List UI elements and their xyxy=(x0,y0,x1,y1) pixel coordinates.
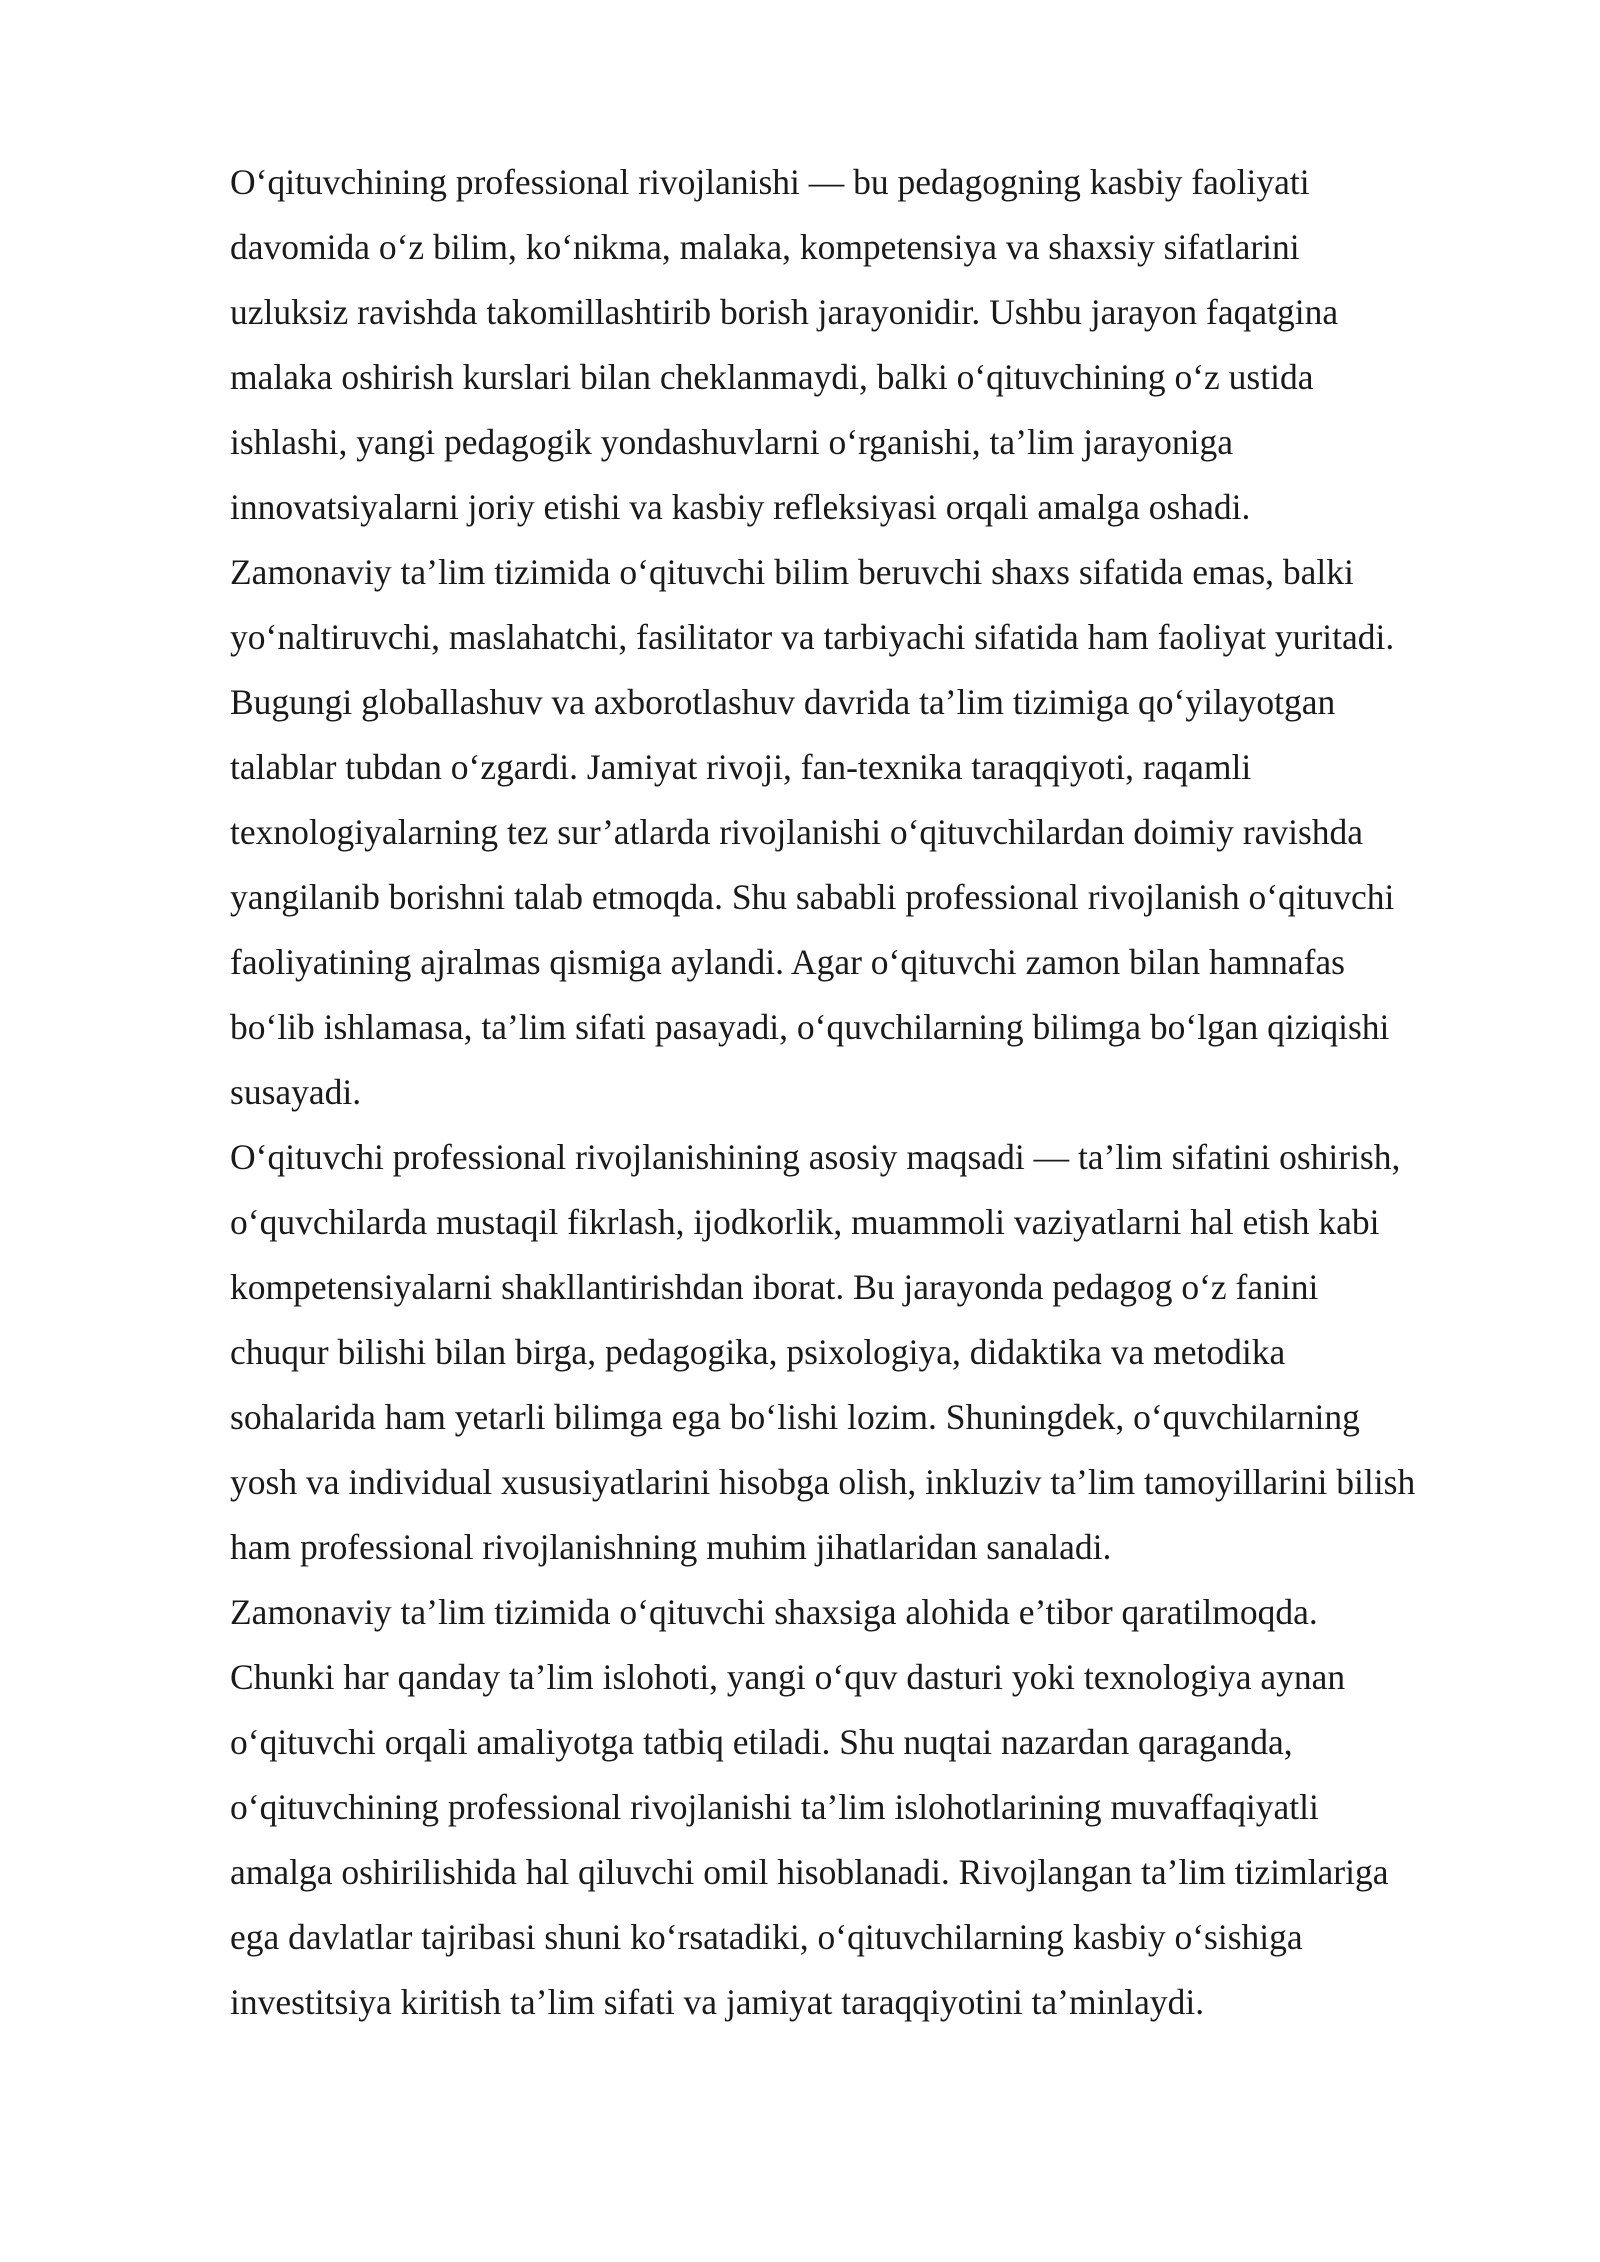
text-line: davomida o‘z bilim, ko‘nikma, malaka, kompetensiya va shaxsiy sifatlarini xyxy=(230,227,1300,267)
text-line: yangilanib borishni talab etmoqda. Shu sababli professional rivojlanish o‘qituvchi xyxy=(230,877,1395,917)
text-line: Chunki har qanday ta’lim islohoti, yangi o‘quv dasturi yoki texnologiya aynan xyxy=(230,1657,1346,1697)
text-line: kompetensiyalarni shakllantirishdan iborat. Bu jarayonda pedagog o‘z fanini xyxy=(230,1267,1319,1307)
text-line: amalga oshirilishida hal qiluvchi omil hisoblanadi. Rivojlangan ta’lim tizimlariga xyxy=(230,1852,1389,1892)
text-line: o‘qituvchining professional rivojlanishi ta’lim islohotlarining muvaffaqiyatli xyxy=(230,1787,1319,1827)
text-line: yo‘naltiruvchi, maslahatchi, fasilitator va tarbiyachi sifatida ham faoliyat yuritadi. xyxy=(230,617,1395,657)
text-line: O‘qituvchi professional rivojlanishining asosiy maqsadi — ta’lim sifatini oshirish, xyxy=(230,1137,1401,1177)
text-line: malaka oshirish kurslari bilan cheklanmaydi, balki o‘qituvchining o‘z ustida xyxy=(230,357,1314,397)
text-line: Zamonaviy ta’lim tizimida o‘qituvchi shaxsiga alohida e’tibor qaratilmoqda. xyxy=(230,1592,1318,1632)
document-body xyxy=(230,150,1505,2035)
text-line: bo‘lib ishlamasa, ta’lim sifati pasayadi, o‘quvchilarning bilimga bo‘lgan qiziqishi xyxy=(230,1007,1390,1047)
text-line: ishlashi, yangi pedagogik yondashuvlarni o‘rganishi, ta’lim jarayoniga xyxy=(230,422,1233,462)
text-line: uzluksiz ravishda takomillashtirib borish jarayonidir. Ushbu jarayon faqatgina xyxy=(230,292,1339,332)
text-line: sohalarida ham yetarli bilimga ega bo‘lishi lozim. Shuningdek, o‘quvchilarning xyxy=(230,1397,1360,1437)
text-line: investitsiya kiritish ta’lim sifati va jamiyat taraqqiyotini ta’minlaydi. xyxy=(230,1982,1205,2022)
text-line: ham professional rivojlanishning muhim jihatlaridan sanaladi. xyxy=(230,1527,1112,1567)
text-line: o‘qituvchi orqali amaliyotga tatbiq etiladi. Shu nuqtai nazardan qaraganda, xyxy=(230,1722,1293,1762)
text-line: O‘qituvchining professional rivojlanishi — bu pedagogning kasbiy faoliyati xyxy=(230,162,1310,202)
text-line: ega davlatlar tajribasi shuni ko‘rsatadiki, o‘qituvchilarning kasbiy o‘sishiga xyxy=(230,1917,1303,1957)
text-line: Zamonaviy ta’lim tizimida o‘qituvchi bilim beruvchi shaxs sifatida emas, balki xyxy=(230,552,1354,592)
text-line: texnologiyalarning tez sur’atlarda rivojlanishi o‘qituvchilardan doimiy ravishda xyxy=(230,812,1364,852)
text-line: innovatsiyalarni joriy etishi va kasbiy refleksiyasi orqali amalga oshadi. xyxy=(230,487,1251,527)
text-line: Bugungi globallashuv va axborotlashuv davrida ta’lim tizimiga qo‘yilayotgan xyxy=(230,682,1336,722)
text-line: talablar tubdan o‘zgardi. Jamiyat rivoji, fan-texnika taraqqiyoti, raqamli xyxy=(230,747,1252,787)
text-line: susayadi. xyxy=(230,1072,362,1112)
text-line: chuqur bilishi bilan birga, pedagogika, psixologiya, didaktika va metodika xyxy=(230,1332,1286,1372)
text-line: o‘quvchilarda mustaqil fikrlash, ijodkorlik, muammoli vaziyatlarni hal etish kabi xyxy=(230,1202,1380,1242)
text-line: faoliyatining ajralmas qismiga aylandi. Agar o‘qituvchi zamon bilan hamnafas xyxy=(230,942,1345,982)
text-line: yosh va individual xususiyatlarini hisobga olish, inkluziv ta’lim tamoyillarini bilish xyxy=(230,1462,1416,1502)
